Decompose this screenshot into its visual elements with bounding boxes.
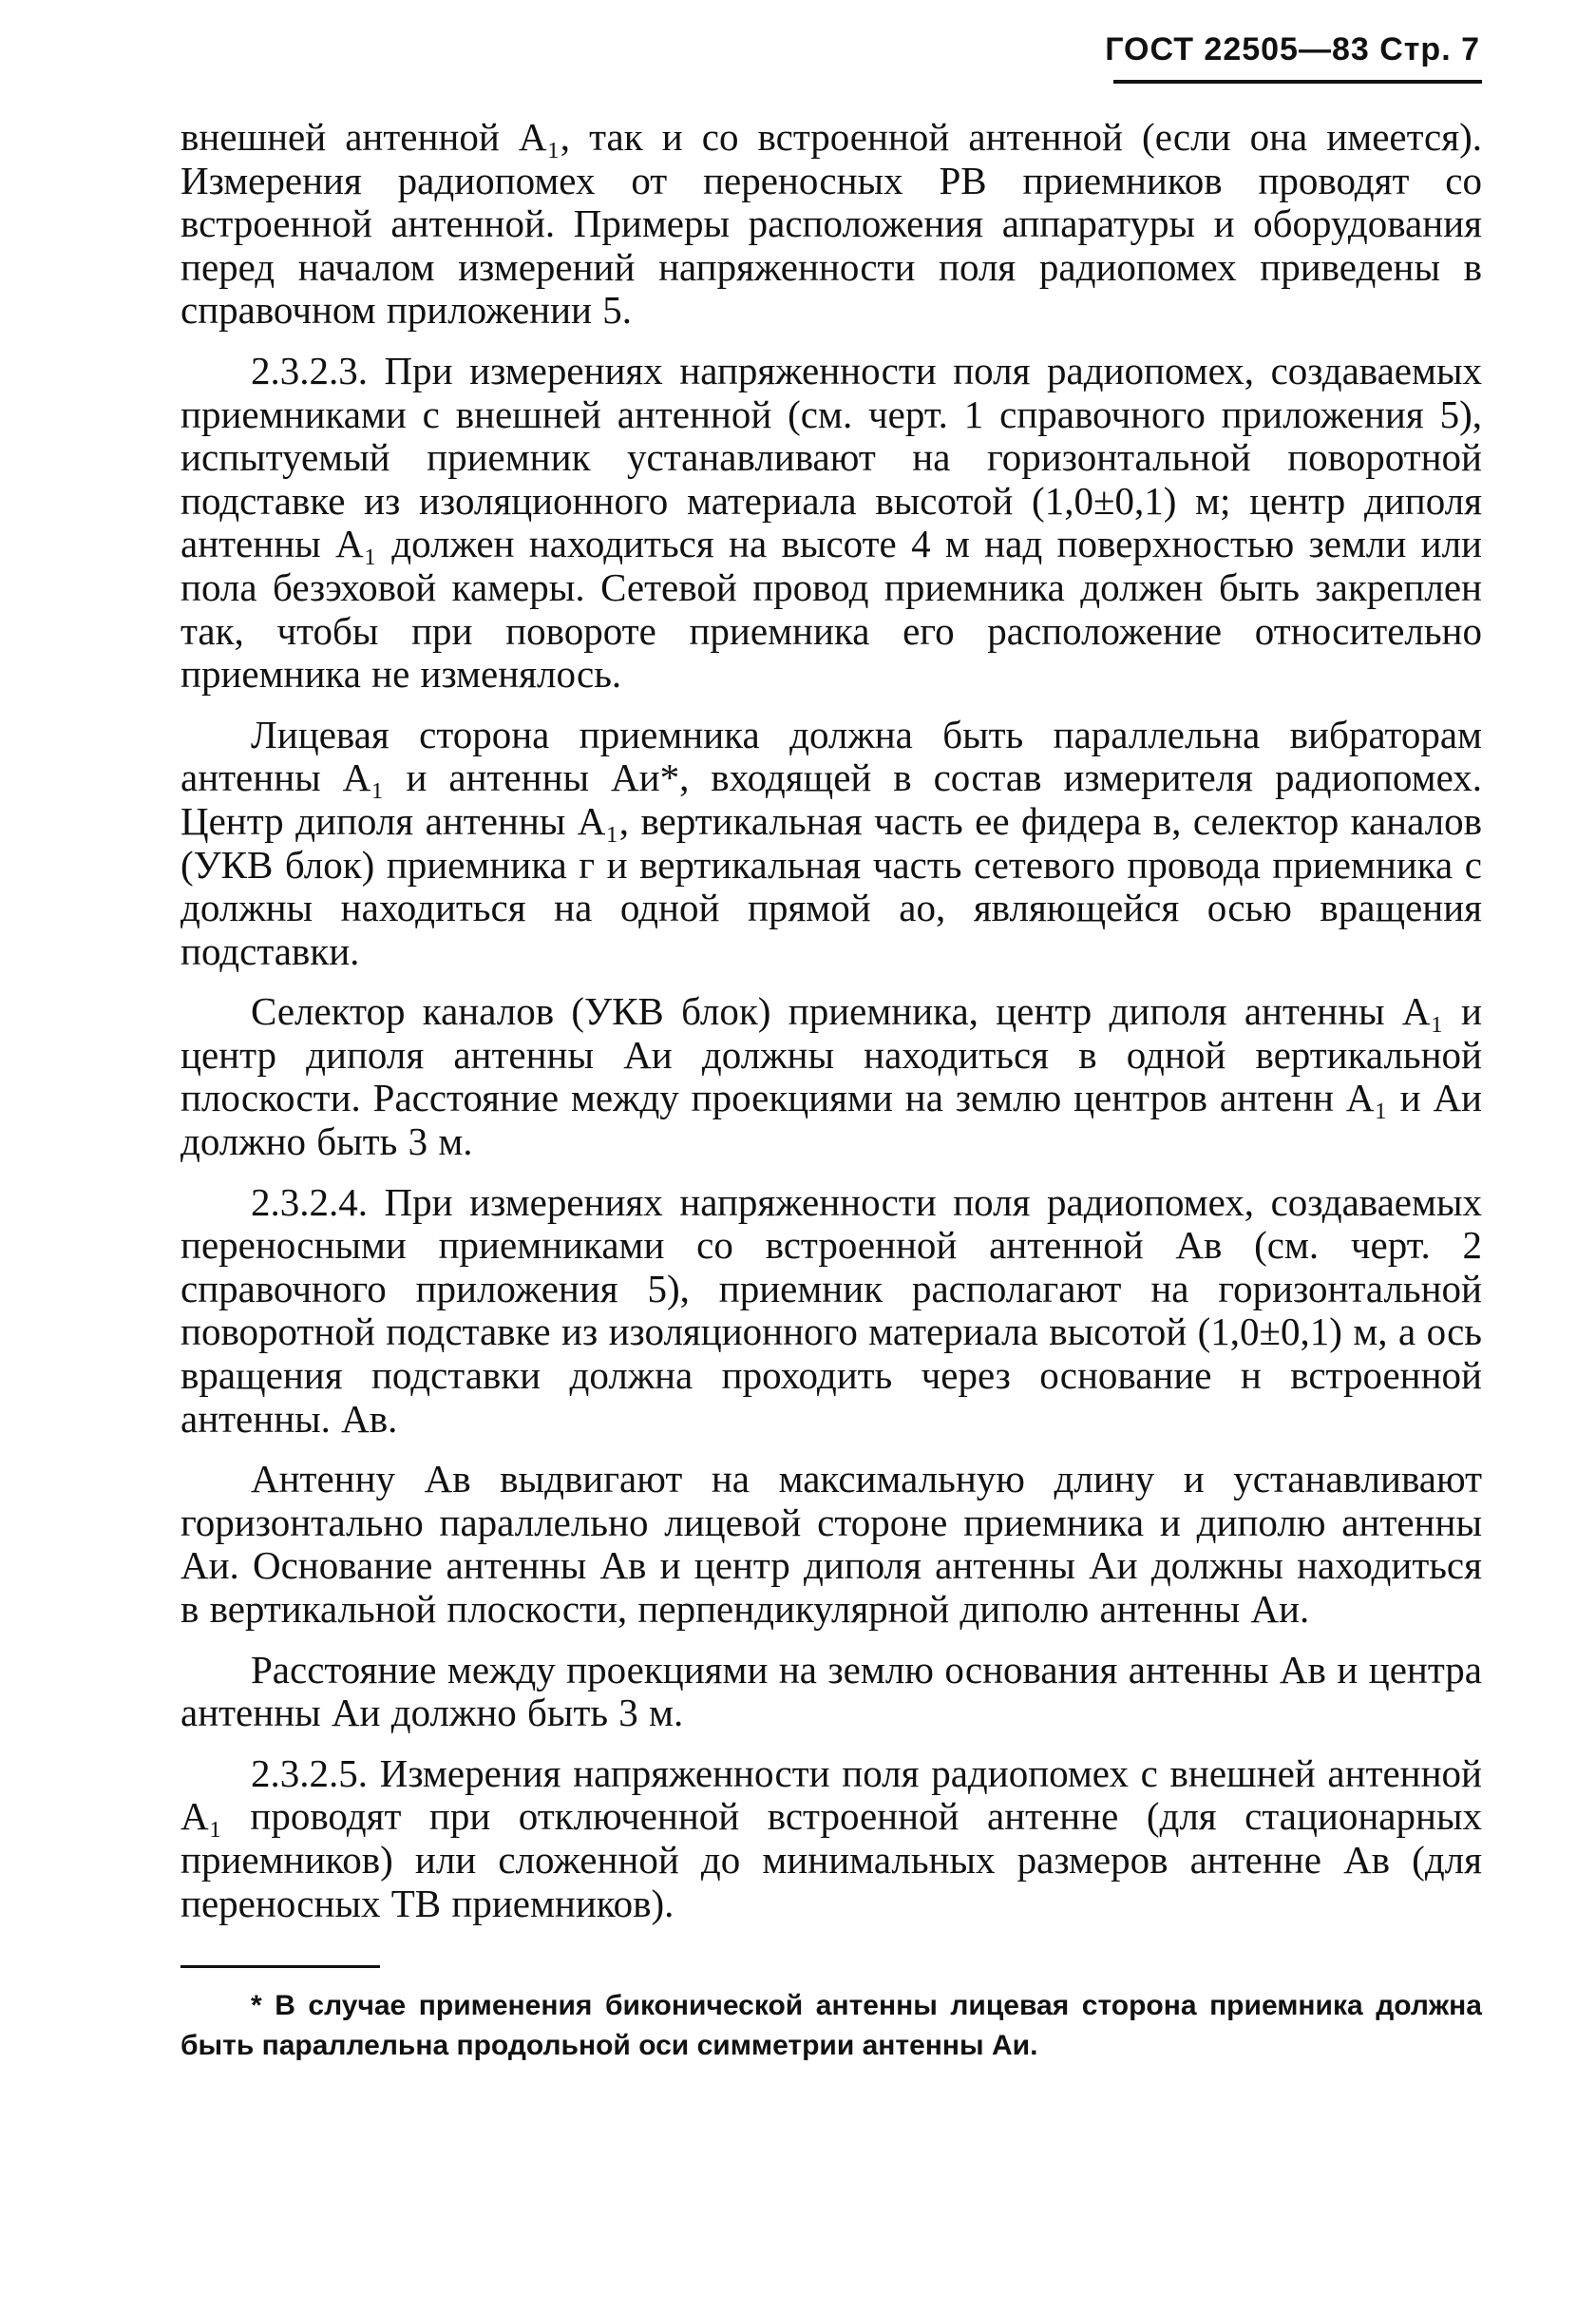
paragraph-channel-selector: Селектор каналов (УКВ блок) приемника, центр диполя антенны A₁ и центр диполя антенны Aи должны находиться в одной вертикальной плоскости. Расстояние между проекциями на землю центров антенн A₁ и Aи должно быть 3 м. (180, 989, 1482, 1164)
header-rule (1113, 80, 1482, 84)
page-header: ГОСТ 22505—83 Стр. 7 (1105, 31, 1480, 67)
footnote (180, 1986, 1482, 2066)
paragraph-2-3-2-3: 2.3.2.3. При измерениях напряженности поля радиопомех, создаваемых приемниками с внешней антенной (см. черт. 1 справочного приложения 5), испытуемый приемник устанавливают на горизонтальной поворотной подставке из изоляционного материала высотой (1,0±0,1) м; центр диполя антенны A₁ должен находиться на высоте 4 м над поверхностью земли или пола безэховой камеры. Сетевой провод приемника должен быть закреплен так, чтобы при повороте приемника его расположение относительно приемника не изменялось. (180, 348, 1482, 697)
paragraph-distance: Расстояние между проекциями на землю основания антенны Aв и центра антенны Aи должно быть 3 м. (180, 1647, 1482, 1735)
paragraph-2-3-2-4: 2.3.2.4. При измерениях напряженности поля радиопомех, создаваемых переносными приемниками со встроенной антенной Aв (см. черт. 2 справочного приложения 5), приемник располагают на горизонтальной поворотной подставке из изоляционного материала высотой (1,0±0,1) м, а ось вращения подставки должна проходить через основание н встроенной антенны. Aв. (180, 1179, 1482, 1441)
footnote-rule (180, 1965, 380, 1968)
paragraph-continuation: внешней антенной A₁, так и со встроенной антенной (если она имеется). Измерения радиопомех от переносных РВ приемников проводят со встроенной антенной. Примеры расположения аппаратуры и оборудования перед началом измерений напряженности поля радиопомех приведены в справочном приложении 5. (180, 115, 1482, 333)
paragraph-2-3-2-5: 2.3.2.5. Измерения напряженности поля радиопомех с внешней антенной A₁ проводят при отключенной встроенной антенне (для стационарных приемников) или сложенной до минимальных размеров антенне Aв (для переносных ТВ приемников). (180, 1750, 1482, 1925)
paragraph-antenna-extend: Антенну Aв выдвигают на максимальную длину и устанавливают горизонтально параллельно лицевой стороне приемника и диполю антенны Aи. Основание антенны Aв и центр диполя антенны Aи должны находиться в вертикальной плоскости, перпендикулярной диполю антенны Aи. (180, 1457, 1482, 1631)
paragraph-front-side: Лицевая сторона приемника должна быть параллельна вибраторам антенны A₁ и антенны Aи*, входящей в состав измерителя радиопомех. Центр диполя антенны A₁, вертикальная часть ее фидера в, селектор каналов (УКВ блок) приемника г и вертикальная часть сетевого провода приемника с должны находиться на одной прямой ао, являющейся осью вращения подставки. (180, 712, 1482, 973)
document-body (180, 116, 1482, 1942)
footnote-text: * В случае применения биконической антенны лицевая сторона приемника должна быть параллельна продольной оси симметрии антенны Aи. (180, 1990, 1482, 2061)
